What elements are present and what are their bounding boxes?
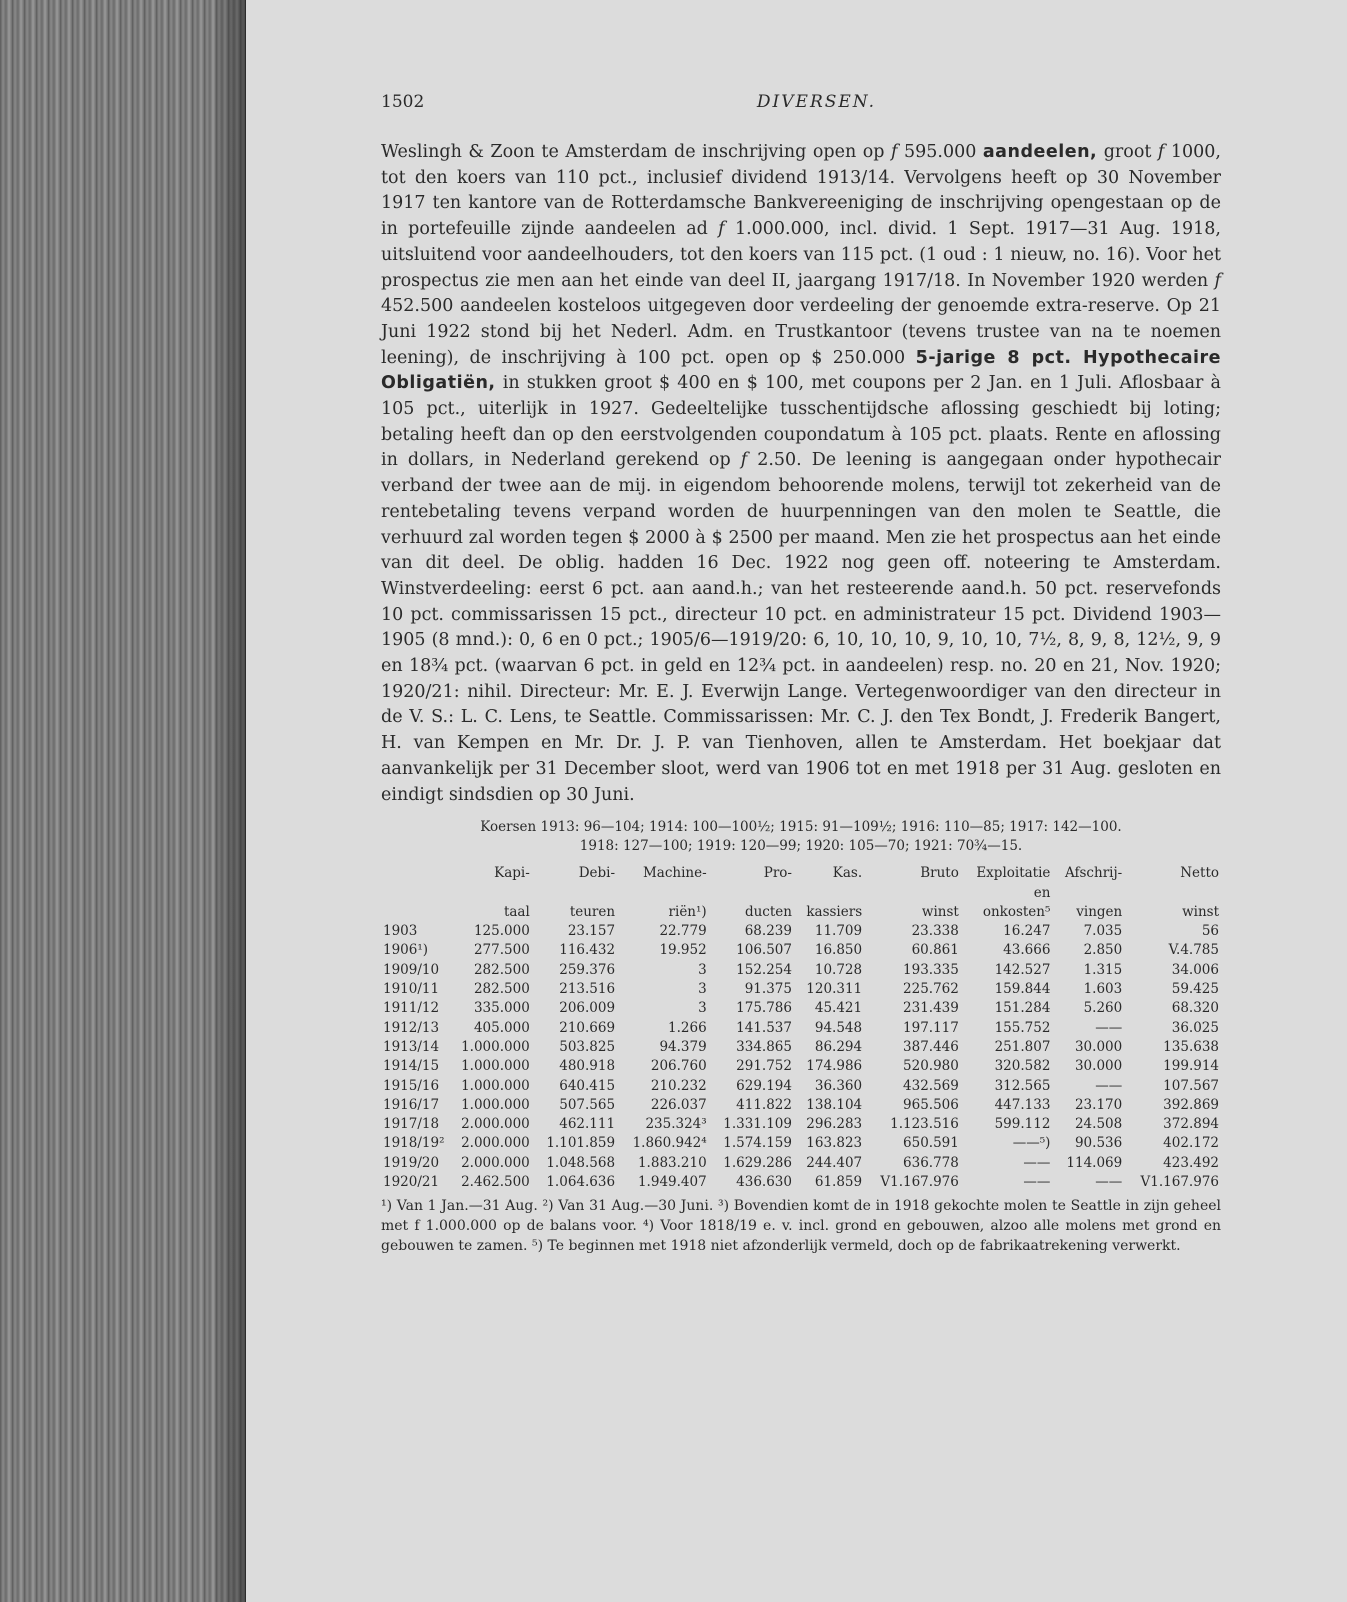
- page-number: 1502: [381, 92, 425, 112]
- column-header: [381, 884, 447, 903]
- value-cell: 16.247: [1003, 923, 1051, 940]
- value-cell: 22.779: [659, 923, 707, 940]
- value-cell: 320.582: [994, 1058, 1051, 1075]
- value-cell: 3: [698, 961, 707, 978]
- table-row: [381, 922, 1221, 941]
- table-row: [381, 1134, 1221, 1153]
- year-cell: 1906¹): [383, 942, 429, 959]
- column-header: teuren: [569, 903, 616, 920]
- table-row: [381, 941, 1221, 960]
- footnotes: ¹) Van 1 Jan.—31 Aug. ²) Van 31 Aug.—30 Juni. ³) Bovendien komt de in 1918 gekochte molen te Seattle in zijn geheel met f 1.000.000 op de balans voor. ⁴) Voor 1818/19 e. v. incl. grond en gebouwen, alzoo alle molens met grond en gebouwen te zamen. ⁵) Te beginnen met 1918 niet afzonderlijk vermeld, doch op de fabrikaatrekening verwerkt.: [381, 1198, 1221, 1255]
- table-row: [381, 1096, 1221, 1115]
- value-cell: 629.194: [736, 1077, 792, 1094]
- value-cell: 34.006: [1171, 961, 1219, 978]
- value-cell: 94.548: [814, 1019, 863, 1036]
- value-cell: 1.629.286: [723, 1154, 792, 1171]
- value-cell: 16.850: [814, 942, 863, 959]
- value-cell: 45.421: [814, 1000, 863, 1017]
- value-cell: 392.869: [1163, 1096, 1219, 1113]
- text-run: f: [1214, 270, 1221, 291]
- text-run: f: [718, 219, 725, 240]
- value-cell: 636.778: [903, 1154, 959, 1171]
- value-cell: 135.638: [1163, 1038, 1219, 1055]
- page-header: [381, 92, 1221, 126]
- value-cell: 23.157: [567, 923, 616, 940]
- page-content: [381, 92, 1221, 1256]
- text-run: 2.50. De leening is aangegaan onder hypothecair verband der twee aan de mij. in eigendom behoorende molens, terwijl tot zekerheid van de rentebetaling tevens verpand worden de huurpenningen van den molen te Seattle, die verhuurd zal worden tegen $ 2000 à $ 2500 per maand. Men zie het prospectus aan het einde van dit deel. De oblig. hadden 16 Dec. 1922 nog geen off. noteering te Amsterdam. Winstverdeeling: eerst 6 pct. aan aand.h.; van het resteerende aand.h. 50 pct. reservefonds 10 pct. commissarissen 15 pct., directeur 10 pct. en administrateur 15 pct. Dividend 1903—1905 (8 mnd.): 0, 6 en 0 pct.; 1905/6—1919/20: 6, 10, 10, 10, 9, 10, 10, 7½, 8, 9, 8, 12½, 9, 9 en 18¾ pct. (waarvan 6 pct. in geld en 12¾ pct. in aandeelen) resp. no. 20 en 21, Nov. 1920; 1920/21: nihil. Directeur: Mr. E. J. Everwijn Lange. Vertegenwoordiger van den directeur in de V. S.: L. C. Lens, te Seattle. Commissarissen: Mr. C. J. den Tex Bondt, J. Frederik Bangert, H. van Kempen en Mr. Dr. J. P. van Tienhoven, allen te Amsterdam. Het boekjaar dat aanvankelijk per 31 December sloot, werd van 1906 tot en met 1918 per 31 Aug. gesloten en eindigt sindsdien op 30 Juni.: [381, 450, 1222, 805]
- value-cell: 1.000.000: [461, 1096, 530, 1113]
- bold-text-run: 5-jarige 8 pct. Hypothecaire Obligatiën,: [381, 347, 1222, 394]
- value-cell: 106.507: [736, 942, 792, 959]
- value-cell: ——⁵): [1012, 1135, 1051, 1152]
- value-cell: 282.500: [473, 961, 530, 978]
- value-cell: 151.284: [994, 1000, 1051, 1017]
- value-cell: 23.170: [1074, 1096, 1123, 1113]
- value-cell: ——: [1095, 1019, 1123, 1036]
- value-cell: 86.294: [814, 1038, 863, 1055]
- value-cell: 107.567: [1163, 1077, 1219, 1094]
- value-cell: 175.786: [736, 1000, 792, 1017]
- column-header: [381, 864, 447, 883]
- value-cell: 174.986: [806, 1058, 863, 1075]
- value-cell: 1.123.516: [890, 1116, 959, 1133]
- value-cell: 277.500: [473, 942, 530, 959]
- column-header: en: [1033, 884, 1051, 901]
- column-header: [381, 903, 447, 922]
- value-cell: 59.425: [1171, 981, 1219, 998]
- year-cell: 1918/19²: [383, 1135, 445, 1152]
- value-cell: 1.000.000: [461, 1058, 530, 1075]
- value-cell: 335.000: [473, 1000, 530, 1017]
- column-header: Afschrij-: [1065, 865, 1123, 882]
- value-cell: 296.283: [806, 1116, 863, 1133]
- column-header: Bruto: [920, 865, 959, 882]
- value-cell: ——: [1023, 1174, 1051, 1191]
- value-cell: 120.311: [806, 981, 863, 998]
- value-cell: 405.000: [473, 1019, 530, 1036]
- value-cell: 291.752: [736, 1058, 792, 1075]
- year-cell: 1911/12: [383, 1000, 440, 1017]
- koersen-line: 1918: 127—100; 1919: 120—99; 1920: 105—70; 1921: 70¾—15.: [579, 838, 1023, 855]
- value-cell: 114.069: [1066, 1154, 1123, 1171]
- column-header: winst: [1182, 903, 1219, 920]
- value-cell: 91.375: [744, 981, 792, 998]
- year-cell: 1913/14: [383, 1038, 440, 1055]
- column-header: [864, 884, 961, 903]
- value-cell: 251.807: [994, 1038, 1051, 1055]
- value-cell: 24.508: [1074, 1116, 1123, 1133]
- value-cell: 152.254: [736, 961, 792, 978]
- table-row: [381, 1038, 1221, 1057]
- koersen-line: Koersen 1913: 96—104; 1914: 100—100½; 1915: 91—109½; 1916: 110—85; 1917: 142—100.: [480, 819, 1122, 836]
- year-cell: 1912/13: [383, 1019, 440, 1036]
- value-cell: 334.865: [736, 1038, 792, 1055]
- value-cell: 235.324³: [645, 1116, 707, 1133]
- column-header: taal: [503, 903, 530, 920]
- value-cell: 1.266: [668, 1019, 707, 1036]
- value-cell: 206.009: [559, 1000, 616, 1017]
- value-cell: ——: [1095, 1174, 1123, 1191]
- koersen-block: [381, 818, 1221, 856]
- column-header: ducten: [744, 903, 792, 920]
- value-cell: 225.762: [903, 981, 959, 998]
- value-cell: 372.894: [1163, 1116, 1219, 1133]
- column-header: winst: [921, 903, 959, 920]
- column-header: [709, 884, 794, 903]
- year-cell: 1916/17: [383, 1096, 440, 1113]
- column-header: [532, 884, 617, 903]
- table-header-row: [381, 864, 1221, 883]
- value-cell: 436.630: [736, 1174, 792, 1191]
- value-cell: 387.446: [903, 1038, 959, 1055]
- value-cell: 141.537: [736, 1019, 792, 1036]
- value-cell: 411.822: [736, 1096, 792, 1113]
- text-run: Weslingh & Zoon te Amsterdam de inschrijving open op: [381, 142, 891, 162]
- value-cell: 159.844: [994, 981, 1051, 998]
- value-cell: 125.000: [473, 923, 530, 940]
- value-cell: 1.949.407: [637, 1174, 707, 1191]
- value-cell: 94.379: [659, 1038, 707, 1055]
- value-cell: V.4.785: [1168, 942, 1219, 959]
- value-cell: 259.376: [559, 961, 616, 978]
- column-header: Pro-: [763, 865, 792, 882]
- value-cell: 10.728: [814, 961, 863, 978]
- value-cell: 30.000: [1074, 1038, 1123, 1055]
- running-title: DIVERSEN.: [756, 92, 876, 112]
- column-header: Exploitatie: [976, 865, 1051, 882]
- value-cell: 640.415: [559, 1077, 616, 1094]
- value-cell: 462.111: [559, 1116, 616, 1133]
- value-cell: 244.407: [806, 1154, 863, 1171]
- value-cell: 520.980: [903, 1058, 959, 1075]
- value-cell: 2.850: [1083, 942, 1123, 959]
- value-cell: ——: [1095, 1077, 1123, 1094]
- value-cell: 155.752: [994, 1019, 1051, 1036]
- value-cell: 1.000.000: [461, 1038, 530, 1055]
- column-header: [447, 884, 532, 903]
- column-header: Netto: [1180, 865, 1219, 882]
- value-cell: 480.918: [559, 1058, 616, 1075]
- text-run: 1000, tot den koers van 110 pct., inclusief dividend 1913/14. Vervolgens heeft op 30 November 1917 ten kantore van de Rotterdamsche Bankvereeniging de inschrijving opengestaan op de in portefeuille zijnde aandeelen ad: [381, 142, 1221, 240]
- value-cell: 142.527: [994, 961, 1051, 978]
- value-cell: 650.591: [903, 1135, 959, 1152]
- year-cell: 1910/11: [383, 981, 440, 998]
- table-row: [381, 999, 1221, 1018]
- value-cell: 1.101.859: [546, 1135, 616, 1152]
- value-cell: 503.825: [559, 1038, 616, 1055]
- value-cell: 213.516: [559, 981, 616, 998]
- value-cell: 1.000.000: [461, 1077, 530, 1094]
- value-cell: 43.666: [1003, 942, 1051, 959]
- value-cell: 163.823: [806, 1135, 863, 1152]
- financial-table: [381, 864, 1221, 1192]
- year-cell: 1909/10: [383, 961, 440, 978]
- value-cell: V1.167.976: [880, 1174, 959, 1191]
- value-cell: 60.861: [911, 942, 959, 959]
- text-run: f: [740, 450, 748, 471]
- value-cell: 7.035: [1083, 923, 1123, 940]
- value-cell: 3: [698, 1000, 707, 1017]
- value-cell: V1.167.976: [1140, 1174, 1219, 1191]
- value-cell: 447.133: [994, 1096, 1051, 1113]
- year-cell: 1903: [383, 923, 418, 940]
- value-cell: 507.565: [559, 1096, 616, 1113]
- value-cell: 599.112: [994, 1116, 1051, 1133]
- value-cell: 1.603: [1083, 981, 1123, 998]
- text-run: 452.500 aandeelen kosteloos uitgegeven door verdeeling der genoemde extra-reserve. Op 21 Juni 1922 stond bij het Nederl. Adm. en Trustkantoor (tevens trustee van na te noemen leening), de inschrijving à 100 pct. open op $ 250.000: [381, 296, 1221, 368]
- text-run: 595.000: [897, 142, 983, 162]
- table-row: [381, 1077, 1221, 1096]
- column-header: Debi-: [578, 865, 616, 882]
- value-cell: 68.320: [1171, 1000, 1219, 1017]
- gutter-shadow: [215, 0, 250, 1602]
- value-cell: 423.492: [1163, 1154, 1219, 1171]
- value-cell: 2.000.000: [461, 1154, 530, 1171]
- value-cell: 1.315: [1083, 961, 1123, 978]
- column-header: riën¹): [668, 903, 707, 920]
- value-cell: 68.239: [744, 923, 792, 940]
- value-cell: 432.569: [903, 1077, 959, 1094]
- year-cell: 1917/18: [383, 1116, 440, 1133]
- book-spine-edge: [0, 0, 245, 1602]
- value-cell: 3: [698, 981, 707, 998]
- value-cell: 19.952: [659, 942, 707, 959]
- table-header-row: [381, 903, 1221, 922]
- book-page: [246, 0, 1347, 1602]
- value-cell: 138.104: [806, 1096, 863, 1113]
- value-cell: 56: [1201, 923, 1219, 940]
- text-run: 1.000.000, incl. divid. 1 Sept. 1917—31 Aug. 1918, uitsluitend voor aandeelhouders, tot den koers van 115 pct. (1 oud : 1 nieuw, no. 16). Voor het prospectus zie men aan het einde van deel II, jaargang 1917/18. In November 1920 werden: [381, 219, 1221, 291]
- table-header-row: [381, 884, 1221, 903]
- value-cell: 90.536: [1074, 1135, 1123, 1152]
- value-cell: 199.914: [1163, 1058, 1219, 1075]
- value-cell: 23.338: [911, 923, 959, 940]
- value-cell: 1.883.210: [637, 1154, 707, 1171]
- column-header: kassiers: [806, 903, 863, 920]
- value-cell: 402.172: [1163, 1135, 1219, 1152]
- value-cell: 116.432: [559, 942, 616, 959]
- column-header: [794, 884, 864, 903]
- value-cell: 206.760: [650, 1058, 707, 1075]
- value-cell: 11.709: [814, 923, 863, 940]
- value-cell: 36.025: [1171, 1019, 1219, 1036]
- value-cell: 312.565: [994, 1077, 1051, 1094]
- value-cell: 61.859: [814, 1174, 863, 1191]
- value-cell: 1.064.636: [546, 1174, 616, 1191]
- value-cell: 36.360: [814, 1077, 863, 1094]
- body-paragraph: [381, 140, 1221, 808]
- year-cell: 1920/21: [383, 1174, 440, 1191]
- value-cell: 1.331.109: [723, 1116, 792, 1133]
- table-row: [381, 980, 1221, 999]
- bold-text-run: aandeelen,: [982, 142, 1098, 162]
- value-cell: 282.500: [473, 981, 530, 998]
- column-header: [617, 884, 709, 903]
- column-header: Kapi-: [494, 865, 530, 882]
- table-row: [381, 1115, 1221, 1134]
- value-cell: 197.117: [903, 1019, 959, 1036]
- value-cell: ——: [1023, 1154, 1051, 1171]
- year-cell: 1919/20: [383, 1154, 440, 1171]
- value-cell: 30.000: [1074, 1058, 1123, 1075]
- text-run: f: [1157, 142, 1165, 162]
- value-cell: 193.335: [903, 961, 959, 978]
- value-cell: 2.000.000: [461, 1116, 530, 1133]
- value-cell: 226.037: [650, 1096, 707, 1113]
- value-cell: 231.439: [903, 1000, 959, 1017]
- text-run: groot: [1097, 142, 1158, 162]
- text-run: f: [891, 142, 898, 162]
- value-cell: 2.000.000: [461, 1135, 530, 1152]
- table-row: [381, 1057, 1221, 1076]
- year-cell: 1915/16: [383, 1077, 440, 1094]
- value-cell: 5.260: [1083, 1000, 1123, 1017]
- table-row: [381, 961, 1221, 980]
- column-header: onkosten⁵: [982, 903, 1051, 920]
- value-cell: 210.232: [650, 1077, 707, 1094]
- year-cell: 1914/15: [383, 1058, 440, 1075]
- table-row: [381, 1019, 1221, 1038]
- value-cell: 965.506: [903, 1096, 959, 1113]
- column-header: Machine-: [642, 865, 707, 882]
- column-header: [1124, 884, 1221, 903]
- value-cell: 2.462.500: [461, 1174, 530, 1191]
- text-run: in stukken groot $ 400 en $ 100, met coupons per 2 Jan. en 1 Juli. Aflosbaar à 105 pct., uiterlijk in 1927. Gedeeltelijke tusschentijdsche aflossing geschiedt bij loting; betaling heeft dan op den eerstvolgenden coupondatum à 105 pct. plaats. Rente en aflossing in dollars, in Nederland gerekend op: [381, 373, 1221, 471]
- value-cell: 1.860.942⁴: [632, 1135, 707, 1152]
- column-header: Kas.: [832, 865, 863, 882]
- column-header: [1052, 884, 1124, 903]
- table-row: [381, 1154, 1221, 1173]
- value-cell: 210.669: [559, 1019, 616, 1036]
- value-cell: 1.048.568: [546, 1154, 616, 1171]
- column-header: vingen: [1076, 903, 1123, 920]
- value-cell: 1.574.159: [723, 1135, 792, 1152]
- table-row: [381, 1173, 1221, 1192]
